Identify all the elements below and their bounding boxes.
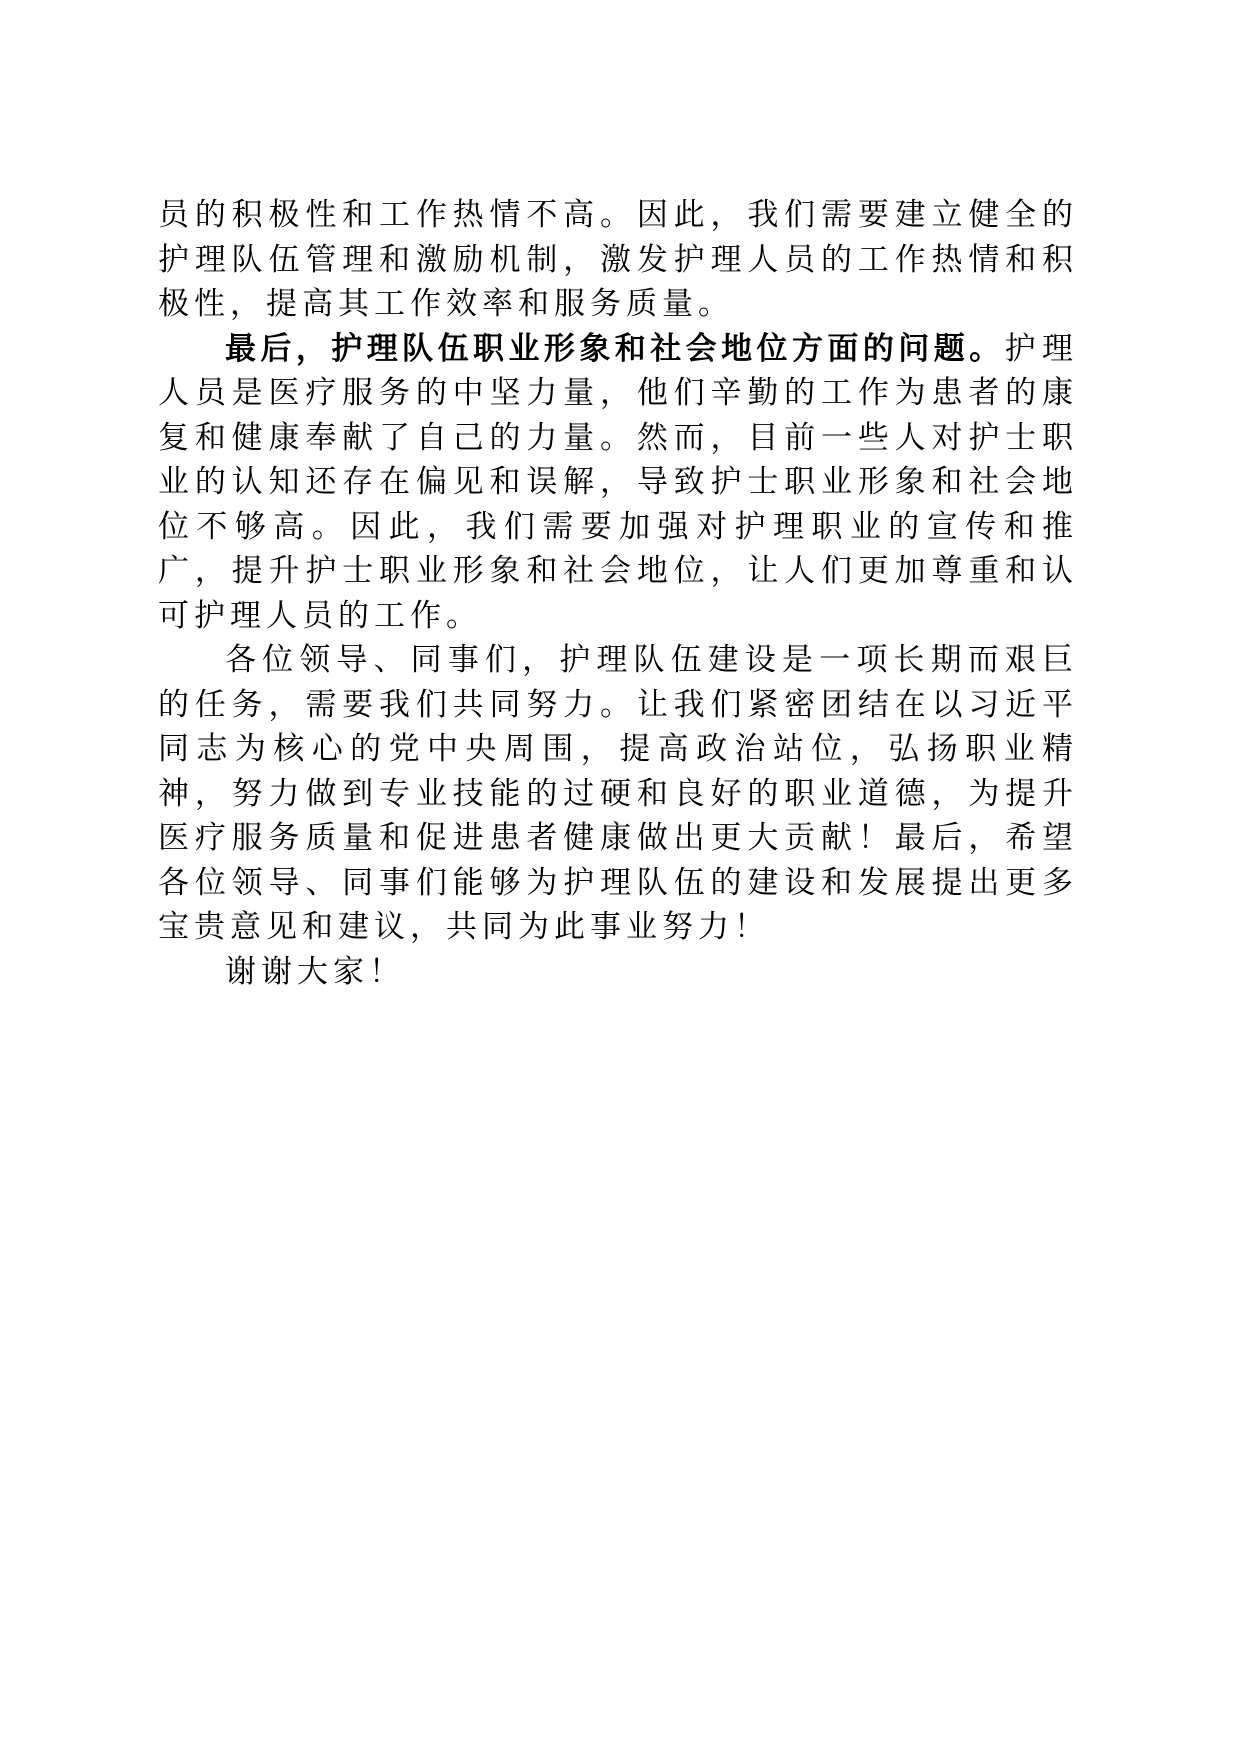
document-body [158,193,1078,994]
paragraph-text: 谢谢大家！ [225,953,405,990]
paragraph-final-issue [158,327,1078,639]
paragraph-text: 员的积极性和工作热情不高。因此，我们需要建立健全的护理队伍管理和激励机制，激发护理人员的工作热情和积极性，提高其工作效率和服务质量。 [158,197,1078,322]
paragraph-lead-bold: 最后，护理队伍职业形象和社会地位方面的问题。 [225,330,1005,367]
paragraph-text: 护理人员是医疗服务的中坚力量，他们辛勤的工作为患者的康复和健康奉献了自己的力量。然而，目前一些人对护士职业的认知还存在偏见和误解，导致护士职业形象和社会地位不够高。因此，我们需要加强对护理职业的宣传和推广，提升护士职业形象和社会地位，让人们更加尊重和认可护理人员的工作。 [158,330,1079,634]
paragraph-thanks [158,950,1078,995]
paragraph-closing-remarks [158,638,1078,950]
paragraph-text: 各位领导、同事们，护理队伍建设是一项长期而艰巨的任务，需要我们共同努力。让我们紧密团结在以习近平同志为核心的党中央周围，提高政治站位，弘扬职业精神，努力做到专业技能的过硬和良好的职业道德，为提升医疗服务质量和促进患者健康做出更大贡献！最后，希望各位领导、同事们能够为护理队伍的建设和发展提出更多宝贵意见和建议，共同为此事业努力！ [158,642,1078,945]
paragraph-continuation [158,193,1078,327]
